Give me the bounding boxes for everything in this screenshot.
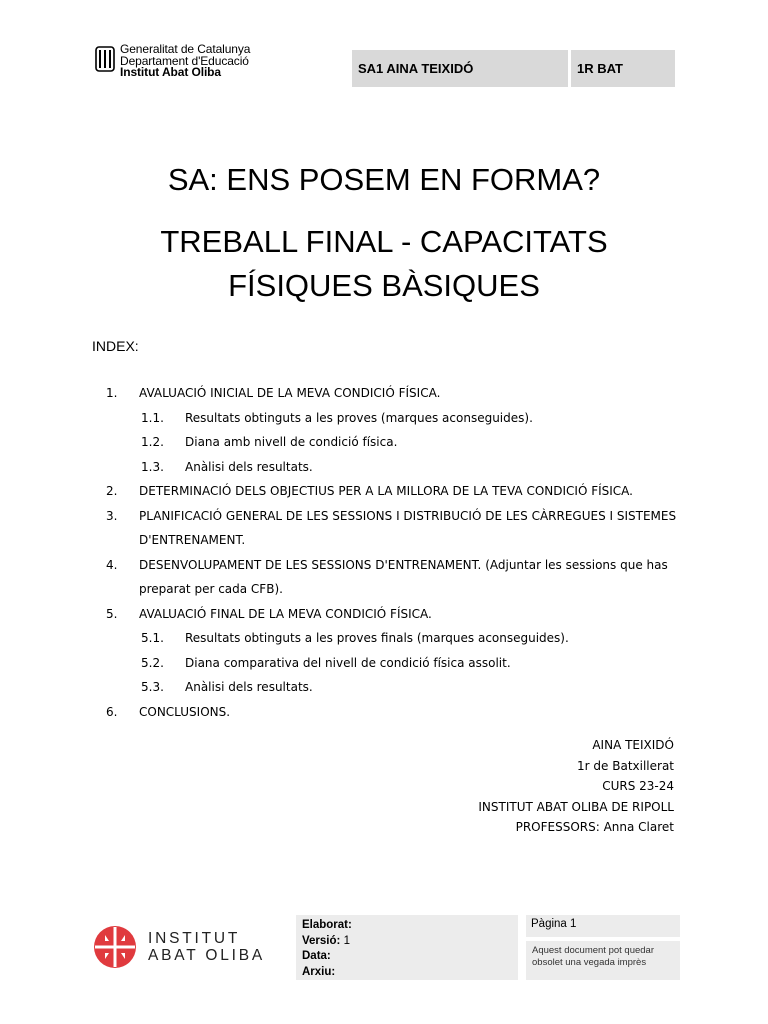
author-teachers: PROFESSORS: Anna Claret [515, 820, 674, 835]
footer-logo-line-1: INSTITUT [148, 930, 241, 947]
gencat-line-2: Departament d'Educació [120, 53, 249, 68]
toc-item [0, 700, 768, 725]
toc-number: 5.3. [141, 680, 164, 694]
gencat-line-3: Institut Abat Oliba [120, 65, 221, 79]
toc-number: 6. [106, 704, 118, 719]
toc-item [0, 504, 768, 529]
toc-subitem [0, 626, 768, 651]
toc-text: AVALUACIÓ FINAL DE LA MEVA CONDICIÓ FÍSICA. [139, 606, 432, 621]
abat-oliba-emblem-icon [93, 925, 137, 969]
elaborat-label: Elaborat: [302, 919, 352, 931]
toc-number: 1.2. [141, 435, 164, 449]
arxiu-label: Arxiu: [302, 965, 336, 978]
toc-item [0, 381, 768, 406]
toc-text: Resultats obtinguts a les proves (marques aconseguides). [185, 410, 533, 425]
toc-text: Anàlisi dels resultats. [185, 680, 313, 694]
toc-text: Diana amb nivell de condició física. [185, 435, 398, 449]
toc-text: Anàlisi dels resultats. [185, 459, 313, 474]
document-info-table [296, 915, 518, 980]
header-name-box: SA1 AINA TEIXIDÓ [352, 50, 568, 87]
index-label: INDEX: [92, 338, 139, 354]
toc-number: 1.3. [141, 459, 164, 474]
footer-school-logo [93, 925, 265, 969]
toc-item-continuation [0, 577, 768, 602]
toc-text: D'ENTRENAMENT. [139, 533, 246, 547]
obsolete-notice: Aquest document pot quedar obsolet una vegada imprès [526, 941, 680, 980]
author-grade: 1r de Batxillerat [577, 758, 674, 773]
toc-item [0, 602, 768, 627]
toc-text: DESENVOLUPAMENT DE LES SESSIONS D'ENTRENAMENT. (Adjuntar les sessions que has [139, 557, 668, 572]
toc-subitem [0, 406, 768, 431]
subtitle-line-2: FÍSIQUES BÀSIQUES [228, 268, 540, 303]
toc-number: 1.1. [141, 410, 164, 425]
toc-number: 5.1. [141, 631, 164, 645]
toc-item [0, 553, 768, 578]
toc-text: Diana comparativa del nivell de condició física assolit. [185, 655, 511, 670]
toc-subitem [0, 675, 768, 700]
toc-subitem [0, 430, 768, 455]
footer-logo-line-2: ABAT OLIBA [148, 947, 266, 964]
author-school: INSTITUT ABAT OLIBA DE RIPOLL [478, 799, 674, 814]
toc-number: 5. [106, 606, 118, 621]
gencat-line-1: Generalitat de Catalunya [120, 42, 251, 56]
toc-text: Resultats obtinguts a les proves finals (marques aconseguides). [185, 631, 569, 645]
versio-value: 1 [343, 934, 350, 947]
toc-number: 5.2. [141, 655, 164, 670]
page-title: SA: ENS POSEM EN FORMA? [167, 162, 601, 197]
toc-item [0, 479, 768, 504]
toc-subitem [0, 455, 768, 480]
subtitle-line-1: TREBALL FINAL - CAPACITATS [160, 224, 608, 259]
toc-text: CONCLUSIONS. [139, 704, 231, 719]
toc-number: 2. [106, 484, 118, 498]
author-name: AINA TEIXIDÓ [592, 738, 674, 752]
author-year: CURS 23-24 [602, 779, 674, 794]
author-block [478, 735, 674, 838]
data-label: Data: [302, 950, 331, 962]
toc-subitem [0, 651, 768, 676]
toc-text: PLANIFICACIÓ GENERAL DE LES SESSIONS I DISTRIBUCIÓ DE LES CÀRREGUES I SISTEMES [139, 508, 677, 523]
toc-number: 1. [106, 386, 118, 400]
header-course-box: 1R BAT [571, 50, 675, 87]
toc-number: 4. [106, 557, 118, 572]
table-of-contents [0, 381, 768, 724]
toc-number: 3. [106, 508, 118, 523]
toc-text: preparat per cada CFB). [139, 582, 283, 596]
page-number: Pàgina 1 [526, 915, 680, 937]
toc-text: DETERMINACIÓ DELS OBJECTIUS PER A LA MILLORA DE LA TEVA CONDICIÓ FÍSICA. [139, 484, 633, 498]
gencat-emblem-icon [95, 46, 115, 72]
toc-text: AVALUACIÓ INICIAL DE LA MEVA CONDICIÓ FÍSICA. [139, 386, 441, 400]
versio-label: Versió: [302, 934, 341, 947]
gencat-header-logo [95, 44, 250, 79]
toc-item-continuation [0, 528, 768, 553]
